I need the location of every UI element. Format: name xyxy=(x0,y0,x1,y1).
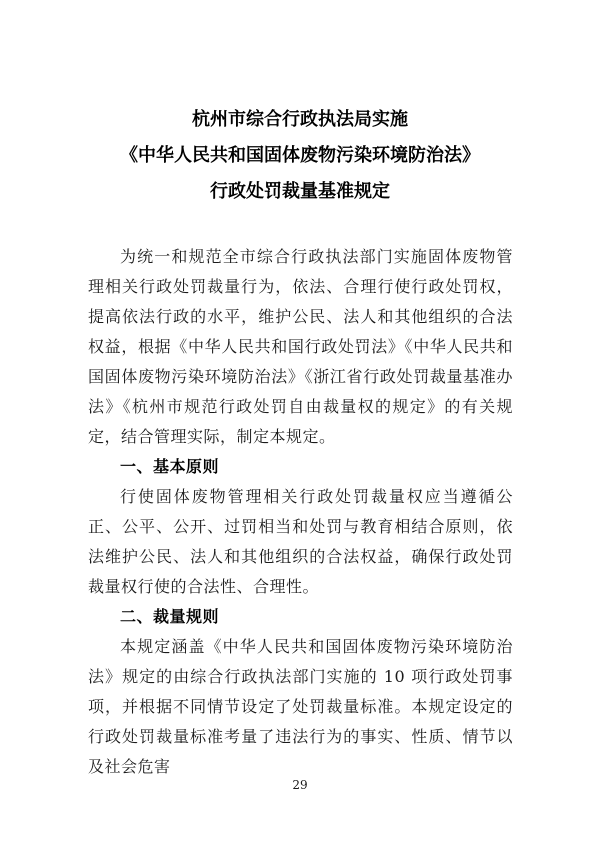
title-line-3: 行政处罚裁量基准规定 xyxy=(210,181,390,202)
section-heading-discretion-rules: 二、裁量规则 xyxy=(120,607,220,626)
section-heading-basic-principles: 一、基本原则 xyxy=(120,457,220,476)
title-line-1: 杭州市综合行政执法局实施 xyxy=(192,109,408,130)
paragraph-intro: 为统一和规范全市综合行政执法部门实施固体废物管理相关行政处罚裁量行为，依法、合理行使行政处罚权，提高依法行政的水平，维护公民、法人和其他组织的合法权益，根据《中华人民共和国行政处罚法》《中华人民共和国固体废物污染环境防治法》《浙江省行政处罚裁量基准办法》《杭州市规范行政处罚自由裁量权的规定》的有关规定，结合管理实际，制定本规定。 xyxy=(88,247,513,446)
document-title xyxy=(0,0,600,210)
page-number: 29 xyxy=(292,778,308,792)
paragraph-basic-principles: 行使固体废物管理相关行政处罚裁量权应当遵循公正、公平、公开、过罚相当和处罚与教育相结合原则，依法维护公民、法人和其他组织的合法权益，确保行政处罚裁量权行使的合法性、合理性。 xyxy=(88,487,513,596)
document-body xyxy=(88,242,513,782)
paragraph-discretion-rules: 本规定涵盖《中华人民共和国固体废物污染环境防治法》规定的由综合行政执法部门实施的 10 项行政处罚事项，并根据不同情节设定了处罚裁量标准。本规定设定的行政处罚裁量标准考量了违法行为的事实、性质、情节以及社会危害 xyxy=(88,637,513,776)
title-line-2: 《中华人民共和国固体废物污染环境防治法》 xyxy=(120,145,480,166)
